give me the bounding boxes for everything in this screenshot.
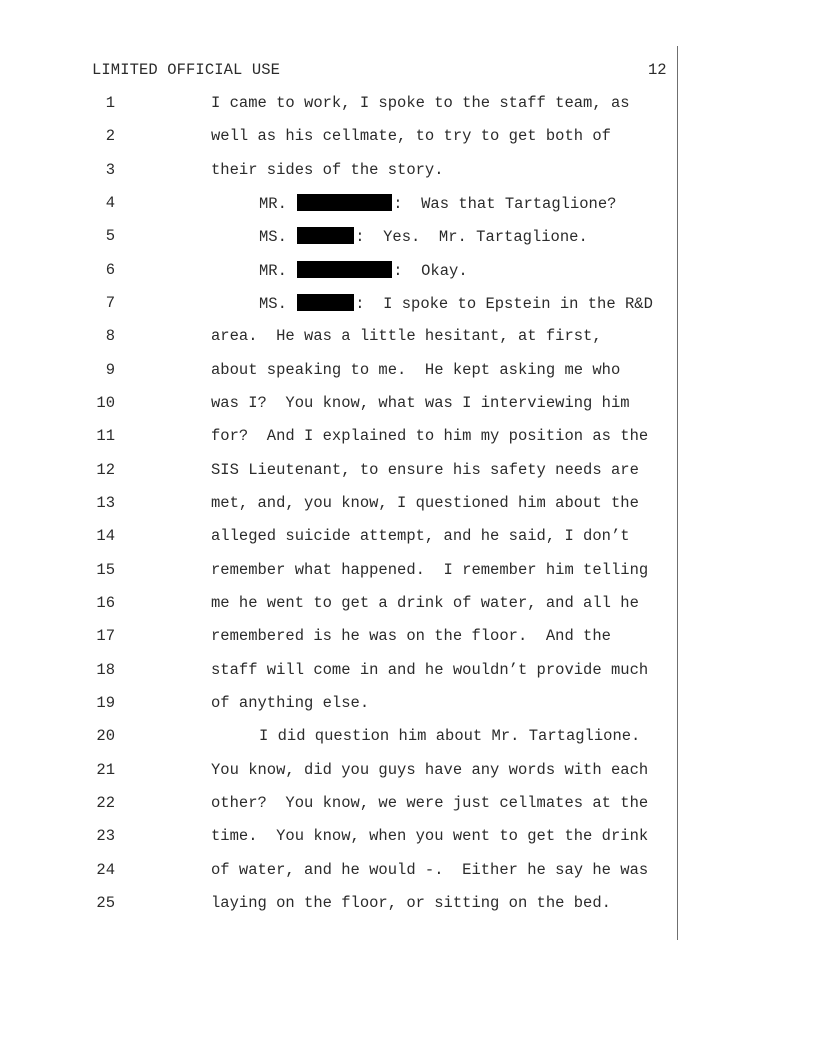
line-number: 18 bbox=[96, 661, 115, 679]
line-text: was I? You know, what was I interviewing him bbox=[211, 394, 630, 412]
transcript-line-23 bbox=[0, 827, 816, 849]
line-number: 7 bbox=[105, 294, 115, 312]
transcript-line-25 bbox=[0, 894, 816, 916]
line-text: of anything else. bbox=[211, 694, 370, 712]
line-number: 21 bbox=[96, 761, 115, 779]
speaker-line bbox=[259, 261, 468, 280]
line-number: 23 bbox=[96, 827, 115, 845]
line-number: 14 bbox=[96, 527, 115, 545]
line-text: met, and, you know, I questioned him about the bbox=[211, 494, 639, 512]
line-number: 20 bbox=[96, 727, 115, 745]
line-number: 15 bbox=[96, 561, 115, 579]
line-text: staff will come in and he wouldn’t provide much bbox=[211, 661, 649, 679]
line-text: area. He was a little hesitant, at first, bbox=[211, 327, 602, 345]
line-text: time. You know, when you went to get the drink bbox=[211, 827, 649, 845]
transcript-line-24 bbox=[0, 861, 816, 883]
line-number: 22 bbox=[96, 794, 115, 812]
speaker-line bbox=[259, 194, 616, 213]
line-number: 2 bbox=[105, 127, 115, 145]
line-number: 16 bbox=[96, 594, 115, 612]
line-number: 19 bbox=[96, 694, 115, 712]
line-number: 24 bbox=[96, 861, 115, 879]
line-number: 12 bbox=[96, 461, 115, 479]
line-number: 13 bbox=[96, 494, 115, 512]
transcript-line-19 bbox=[0, 694, 816, 716]
transcript-line-15 bbox=[0, 561, 816, 583]
line-text: laying on the floor, or sitting on the bed. bbox=[211, 894, 611, 912]
line-number: 25 bbox=[96, 894, 115, 912]
speaker-title: MR. bbox=[259, 262, 287, 280]
line-number: 9 bbox=[105, 361, 115, 379]
redaction-box bbox=[297, 294, 354, 311]
line-text: You know, did you guys have any words with each bbox=[211, 761, 649, 779]
speaker-title: MS. bbox=[259, 295, 287, 313]
transcript-line-1 bbox=[0, 94, 816, 116]
speaker-title: MS. bbox=[259, 228, 287, 246]
classification-marking: LIMITED OFFICIAL USE bbox=[92, 61, 281, 79]
transcript-line-4 bbox=[0, 194, 816, 216]
line-text: alleged suicide attempt, and he said, I don’t bbox=[211, 527, 630, 545]
line-text: me he went to get a drink of water, and all he bbox=[211, 594, 639, 612]
line-text: about speaking to me. He kept asking me who bbox=[211, 361, 621, 379]
line-text: of water, and he would -. Either he say he was bbox=[211, 861, 649, 879]
line-number: 10 bbox=[96, 394, 115, 412]
transcript-line-10 bbox=[0, 394, 816, 416]
line-number: 11 bbox=[96, 427, 115, 445]
speaker-remark: : I spoke to Epstein in the R&D bbox=[355, 295, 653, 313]
transcript-line-12 bbox=[0, 461, 816, 483]
transcript-line-2 bbox=[0, 127, 816, 149]
line-text: other? You know, we were just cellmates at the bbox=[211, 794, 649, 812]
line-number: 6 bbox=[105, 261, 115, 279]
page-number: 12 bbox=[648, 61, 667, 79]
speaker-remark: : Was that Tartaglione? bbox=[393, 195, 617, 213]
line-text: I came to work, I spoke to the staff team, as bbox=[211, 94, 630, 112]
transcript-line-14 bbox=[0, 527, 816, 549]
line-number: 4 bbox=[105, 194, 115, 212]
speaker-line bbox=[259, 227, 588, 246]
transcript-line-5 bbox=[0, 227, 816, 249]
transcript-line-17 bbox=[0, 627, 816, 649]
transcript-line-21 bbox=[0, 761, 816, 783]
transcript-line-6 bbox=[0, 261, 816, 283]
transcript-line-20 bbox=[0, 727, 816, 749]
line-text: well as his cellmate, to try to get both of bbox=[211, 127, 611, 145]
line-number: 17 bbox=[96, 627, 115, 645]
line-text: I did question him about Mr. Tartaglione. bbox=[259, 727, 641, 745]
transcript-line-3 bbox=[0, 161, 816, 183]
transcript-line-22 bbox=[0, 794, 816, 816]
transcript-line-7 bbox=[0, 294, 816, 316]
transcript-line-13 bbox=[0, 494, 816, 516]
line-text: remember what happened. I remember him telling bbox=[211, 561, 649, 579]
speaker-line bbox=[259, 294, 653, 313]
speaker-remark: : Okay. bbox=[393, 262, 468, 280]
speaker-title: MR. bbox=[259, 195, 287, 213]
line-text: SIS Lieutenant, to ensure his safety needs are bbox=[211, 461, 639, 479]
line-text: their sides of the story. bbox=[211, 161, 444, 179]
line-number: 5 bbox=[105, 227, 115, 245]
line-number: 1 bbox=[105, 94, 115, 112]
transcript-line-16 bbox=[0, 594, 816, 616]
redaction-box bbox=[297, 261, 392, 278]
redaction-box bbox=[297, 194, 392, 211]
line-number: 3 bbox=[105, 161, 115, 179]
transcript-line-8 bbox=[0, 327, 816, 349]
line-text: remembered is he was on the floor. And the bbox=[211, 627, 611, 645]
transcript-line-9 bbox=[0, 361, 816, 383]
line-number: 8 bbox=[105, 327, 115, 345]
transcript-line-18 bbox=[0, 661, 816, 683]
redaction-box bbox=[297, 227, 354, 244]
transcript-line-11 bbox=[0, 427, 816, 449]
speaker-remark: : Yes. Mr. Tartaglione. bbox=[355, 228, 588, 246]
line-text: for? And I explained to him my position as the bbox=[211, 427, 649, 445]
